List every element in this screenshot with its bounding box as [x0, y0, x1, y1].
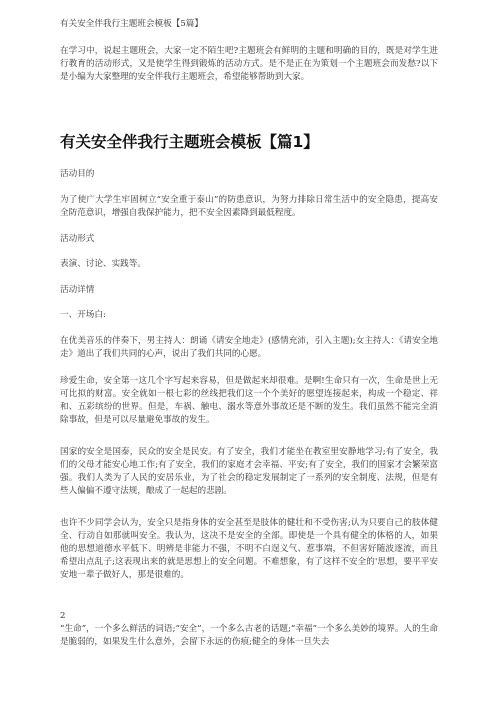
section-heading: 有关安全伴我行主题班会模板【篇1】	[60, 133, 319, 151]
form-label: 活动形式	[60, 234, 95, 244]
document-title: 有关安全伴我行主题班会模板【5篇】	[60, 19, 203, 29]
opening-paragraph: 在优美音乐的伴奏下，男主持人：朗诵《请安全地走》(感情充沛，引入主题);女主持人：《请安全地走》道出了我们共同的心声，说出了我们共同的心愿。	[60, 336, 438, 359]
page-number: 2	[60, 611, 66, 621]
form-paragraph: 表演、讨论、实践等。	[60, 259, 146, 269]
cherish-life-paragraph: 珍爱生命，安全第一这几个字写起来容易，但是做起来却很难。是啊!生命只有一次，生命是世上无可比拟的财富。安全就如一根七彩的丝线把我们这一个个美好的愿望连接起来，构成一个稳定、祥和、五彩缤纷的世界。但是，车祸、触电、溺水等意外事故还是不断的发生。我们虽然不能完全消除事故，但是可以尽量避免事故的发生。	[60, 376, 438, 425]
classmates-paragraph: 也许不少同学会认为，安全只是指身体的安全甚至是肢体的健壮和不受伤害;认为只要自己的肢体健全、行动自如那就叫安全。我认为，这决不是安全的全部。即使是一个具有健全的体格的人，如果他的思想道德水平低下、明辨是非能力不强，不明不白逞义气、惹事端，不但害好随波逐流，而且希望出点乱子;这表现出来的就是思想上的安全问题。不难想象，有了这样不安全的'思想，要平平安安地一辈子做好人，那是很难的。	[60, 518, 438, 580]
country-safety-paragraph: 国家的安全是国泰，民众的安全是民安。有了安全，我们才能坐在教室里安静地学习;有了安全，我们的父母才能安心地工作;有了安全，我们的家庭才会幸福、平安;有了安全，我们的国家才会繁荣富强。我们人类为了人民的安居乐业，为了社会的稳定发展制定了一系列的安全制度、法规，但是有些人偏偏不遵守法规，酿成了一起起的悲剧。	[60, 447, 438, 496]
detail-label: 活动详情	[60, 285, 95, 295]
intro-paragraph: 在学习中，说起主题班会，大家一定不陌生吧?主题班会有鲜明的主题和明确的目的，既是对学生进行教育的活动形式，又是使学生得到锻炼的活动方式。是不是正在为策划一个主题班会而发愁?以下是小编为大家整理的安全伴我行主题班会，希望能够帮助到大家。	[60, 46, 438, 82]
part1-label: 一、开场白:	[60, 310, 106, 320]
goal-label: 活动目的	[60, 169, 95, 179]
life-paragraph: “生命”，一个多么鲜活的词语;“安全”，一个多么古老的话题;“幸福”一个多么美妙的境界。人的生命是脆弱的，如果发生什么意外，会留下永远的伤痕;健全的身体一旦失去	[60, 624, 438, 647]
goal-paragraph: 为了使广大学生牢固树立“安全重于泰山”的防患意识，为努力排除日常生活中的安全隐患，提高安全防范意识，增强自我保护能力，把不安全因素降到最低程度。	[60, 195, 438, 218]
